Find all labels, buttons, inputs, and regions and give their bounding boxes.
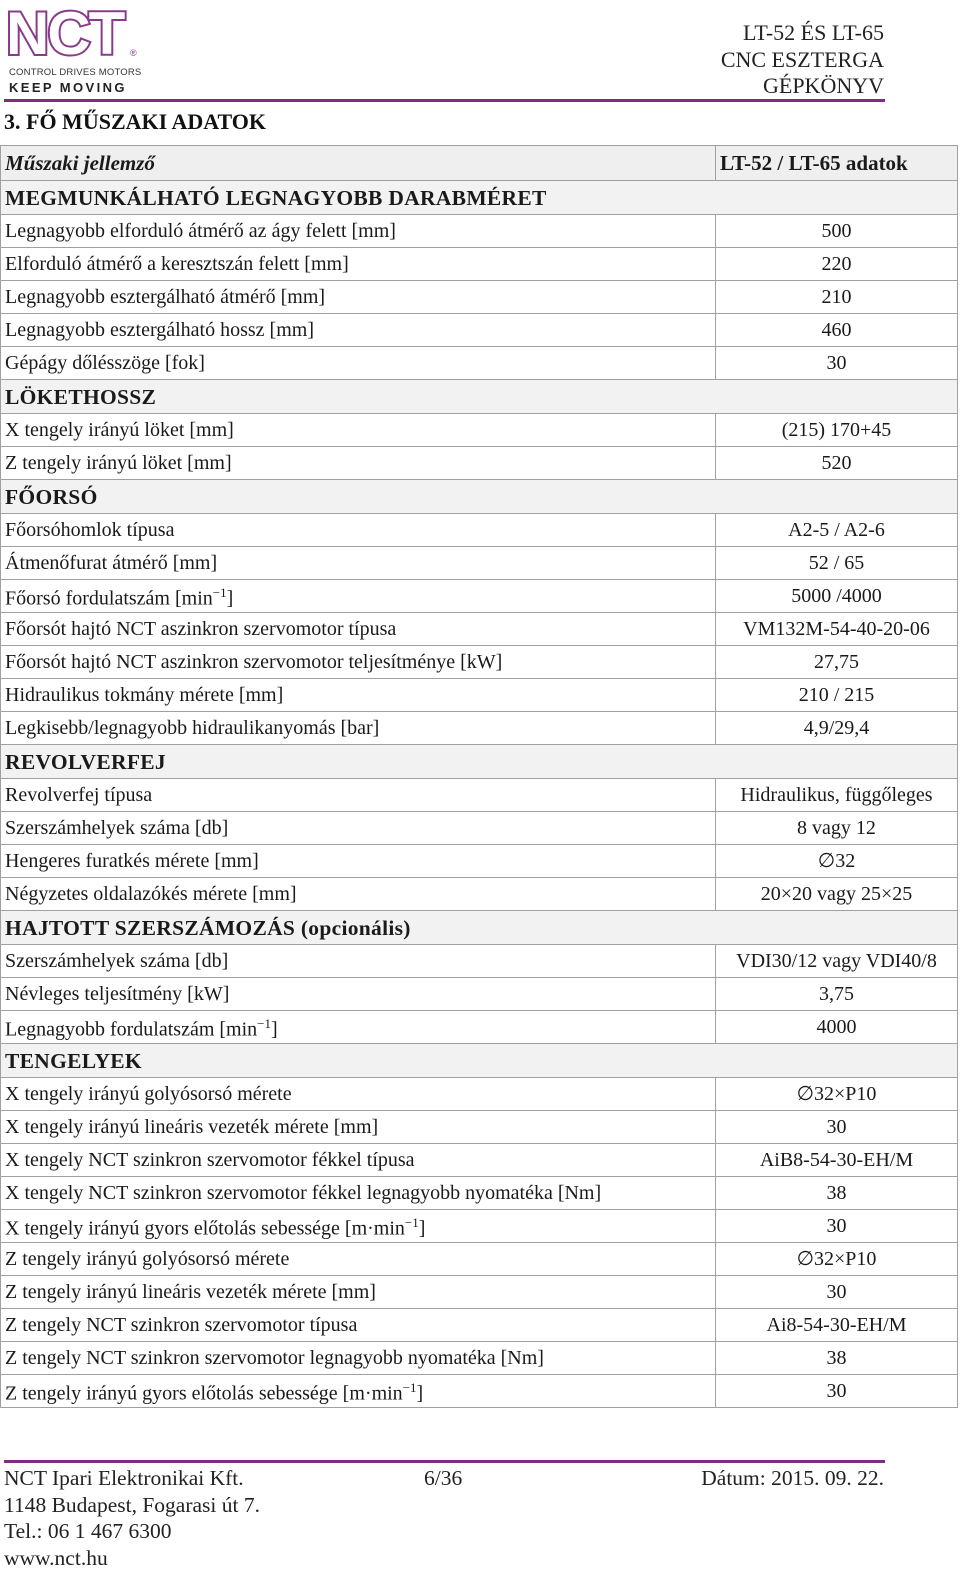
table-row: [1, 646, 958, 679]
table-row: [1, 281, 958, 314]
table-row: [1, 1177, 958, 1210]
spec-label-cell: [1, 646, 716, 679]
spec-label-cell: [1, 945, 716, 978]
spec-label-cell: [1, 1210, 716, 1243]
spec-value: 210: [716, 281, 958, 314]
column-header-value: LT-52 / LT-65 adatok: [716, 146, 958, 181]
spec-value: 520: [716, 447, 958, 480]
unit-bracket: ]: [418, 1217, 426, 1240]
spec-label: Z tengely NCT szinkron szervomotor legnagyobb nyomatéka [Nm]: [5, 1347, 544, 1369]
spec-value: (215) 170+45: [716, 414, 958, 447]
header-divider: [4, 99, 885, 102]
table-row: [1, 580, 958, 613]
category-row: [1, 911, 958, 945]
spec-label: Z tengely irányú gyors előtolás sebessége [m·min: [5, 1382, 403, 1405]
spec-value: ∅32×P10: [716, 1243, 958, 1276]
spec-label-cell: [1, 1078, 716, 1111]
spec-value: 3,75: [716, 978, 958, 1011]
spec-label-cell: [1, 1243, 716, 1276]
table-row: [1, 613, 958, 646]
logo-registered-mark: ®: [130, 48, 137, 58]
spec-label-cell: [1, 1309, 716, 1342]
table-row: [1, 1276, 958, 1309]
spec-value: Ai8-54-30-EH/M: [716, 1309, 958, 1342]
category-row: [1, 181, 958, 215]
table-row: [1, 1011, 958, 1044]
spec-label-cell: [1, 878, 716, 911]
table-row: [1, 978, 958, 1011]
spec-label: Z tengely NCT szinkron szervomotor típusa: [5, 1314, 358, 1336]
column-header-label: Műszaki jellemző: [1, 146, 716, 181]
spec-value: 220: [716, 248, 958, 281]
spec-value: 8 vagy 12: [716, 812, 958, 845]
spec-value: 30: [716, 1111, 958, 1144]
spec-label: Névleges teljesítmény [kW]: [5, 983, 230, 1005]
table-header-row: [1, 146, 958, 181]
table-row: [1, 1375, 958, 1408]
spec-value: A2-5 / A2-6: [716, 514, 958, 547]
table-row: [1, 248, 958, 281]
spec-label: X tengely irányú lineáris vezeték mérete [mm]: [5, 1116, 379, 1138]
specification-table-body: [1, 146, 958, 1408]
spec-label: Elforduló átmérő a keresztszán felett [mm]: [5, 253, 349, 275]
table-row: [1, 845, 958, 878]
spec-value: VDI30/12 vagy VDI40/8: [716, 945, 958, 978]
table-row: [1, 1210, 958, 1243]
table-row: [1, 1342, 958, 1375]
spec-label: X tengely NCT szinkron szervomotor fékkel legnagyobb nyomatéka [Nm]: [5, 1182, 602, 1204]
table-row: [1, 878, 958, 911]
spec-label-cell: [1, 1111, 716, 1144]
unit-bracket: ]: [226, 587, 234, 610]
footer-divider: [4, 1460, 885, 1463]
spec-value: 30: [716, 1276, 958, 1309]
document-title-line: GÉPKÖNYV: [763, 73, 884, 98]
spec-label: Legnagyobb fordulatszám [min: [5, 1018, 258, 1041]
spec-label-cell: [1, 845, 716, 878]
spec-label: X tengely irányú gyors előtolás sebessége [m·min: [5, 1217, 405, 1240]
spec-label: Szerszámhelyek száma [db]: [5, 950, 229, 972]
footer-contact: [4, 1465, 260, 1571]
spec-label-cell: [1, 447, 716, 480]
spec-label: Legnagyobb elforduló átmérő az ágy felett [mm]: [5, 220, 396, 242]
spec-label-cell: [1, 1375, 716, 1408]
table-row: [1, 514, 958, 547]
spec-value: 500: [716, 215, 958, 248]
category-row: [1, 1044, 958, 1078]
spec-label: Legkisebb/legnagyobb hidraulikanyomás [bar]: [5, 717, 380, 739]
spec-label: Z tengely irányú löket [mm]: [5, 452, 232, 474]
category-row: [1, 380, 958, 414]
spec-label: Hengeres furatkés mérete [mm]: [5, 850, 259, 872]
table-row: [1, 812, 958, 845]
table-row: [1, 1243, 958, 1276]
spec-value: 30: [716, 347, 958, 380]
spec-label-cell: [1, 314, 716, 347]
spec-value: 210 / 215: [716, 679, 958, 712]
table-row: [1, 712, 958, 745]
category-label: REVOLVERFEJ: [1, 745, 958, 779]
footer-company: NCT Ipari Elektronikai Kft.: [4, 1466, 244, 1490]
spec-value: 5000 /4000: [716, 580, 958, 613]
unit-exponent: −1: [404, 1215, 419, 1231]
table-row: [1, 1078, 958, 1111]
spec-label-cell: [1, 414, 716, 447]
spec-label: Hidraulikus tokmány mérete [mm]: [5, 684, 284, 706]
spec-label: Z tengely irányú golyósorsó mérete: [5, 1248, 290, 1270]
spec-label-cell: [1, 1011, 716, 1044]
unit-bracket: ]: [416, 1382, 424, 1405]
spec-label: Főorsóhomlok típusa: [5, 519, 175, 541]
footer-address: 1148 Budapest, Fogarasi út 7.: [4, 1492, 260, 1517]
spec-label-cell: [1, 613, 716, 646]
spec-value: AiB8-54-30-EH/M: [716, 1144, 958, 1177]
spec-value: 38: [716, 1342, 958, 1375]
spec-label-cell: [1, 712, 716, 745]
spec-value: 460: [716, 314, 958, 347]
spec-value: ∅32: [716, 845, 958, 878]
footer-website-link[interactable]: www.nct.hu: [4, 1545, 108, 1570]
spec-label-cell: [1, 347, 716, 380]
spec-label: Revolverfej típusa: [5, 784, 153, 806]
spec-label-cell: [1, 1144, 716, 1177]
logo-slogan: KEEP MOVING: [9, 80, 127, 95]
section-heading: 3. FŐ MŰSZAKI ADATOK: [4, 109, 266, 134]
unit-exponent: −1: [212, 585, 227, 601]
table-row: [1, 414, 958, 447]
nct-logo: [6, 0, 146, 96]
spec-value: 4,9/29,4: [716, 712, 958, 745]
category-label: LÖKETHOSSZ: [1, 380, 958, 414]
spec-label: Z tengely irányú lineáris vezeték mérete [mm]: [5, 1281, 376, 1303]
spec-label: X tengely irányú golyósorsó mérete: [5, 1083, 292, 1105]
table-row: [1, 679, 958, 712]
spec-label-cell: [1, 215, 716, 248]
table-row: [1, 1111, 958, 1144]
spec-label-cell: [1, 679, 716, 712]
logo-tagline: CONTROL DRIVES MOTORS: [9, 67, 142, 78]
spec-label-cell: [1, 1177, 716, 1210]
footer-date: Dátum: 2015. 09. 22.: [701, 1466, 884, 1490]
table-row: [1, 215, 958, 248]
table-row: [1, 547, 958, 580]
unit-exponent: −1: [257, 1016, 271, 1032]
spec-value: Hidraulikus, függőleges: [716, 779, 958, 812]
spec-label: X tengely irányú löket [mm]: [5, 419, 234, 441]
category-label: HAJTOTT SZERSZÁMOZÁS (opcionális): [1, 911, 958, 945]
spec-label: Főorsó fordulatszám [min: [5, 587, 213, 610]
document-title-line: CNC ESZTERGA: [720, 46, 884, 72]
spec-label: Főorsót hajtó NCT aszinkron szervomotor típusa: [5, 618, 397, 640]
spec-value: ∅32×P10: [716, 1078, 958, 1111]
spec-label-cell: [1, 248, 716, 281]
table-row: [1, 1144, 958, 1177]
spec-label: Négyzetes oldalazókés mérete [mm]: [5, 883, 297, 905]
document-title-line: LT-52 ÉS LT-65: [742, 20, 884, 45]
category-row: [1, 745, 958, 779]
table-row: [1, 447, 958, 480]
table-row: [1, 1309, 958, 1342]
specification-table: [0, 145, 958, 1408]
spec-label-cell: [1, 580, 716, 613]
spec-label-cell: [1, 1276, 716, 1309]
spec-label-cell: [1, 514, 716, 547]
spec-label-cell: [1, 1342, 716, 1375]
page-number: 6/36: [424, 1466, 463, 1490]
spec-value: 20×20 vagy 25×25: [716, 878, 958, 911]
spec-value: 30: [716, 1210, 958, 1243]
spec-label: X tengely NCT szinkron szervomotor fékkel típusa: [5, 1149, 415, 1171]
spec-value: VM132M-54-40-20-06: [716, 613, 958, 646]
spec-label-cell: [1, 812, 716, 845]
document-title: [721, 20, 884, 100]
table-row: [1, 314, 958, 347]
spec-label: Átmenőfurat átmérő [mm]: [5, 552, 218, 574]
spec-label: Gépágy dőlésszöge [fok]: [5, 352, 205, 374]
spec-label-cell: [1, 779, 716, 812]
spec-value: 52 / 65: [716, 547, 958, 580]
spec-label: Legnagyobb esztergálható átmérő [mm]: [5, 286, 326, 308]
category-label: FŐORSÓ: [1, 480, 958, 514]
spec-label-cell: [1, 281, 716, 314]
footer-phone: Tel.: 06 1 467 6300: [4, 1519, 172, 1543]
table-row: [1, 347, 958, 380]
spec-value: 30: [716, 1375, 958, 1408]
spec-label-cell: [1, 978, 716, 1011]
table-row: [1, 945, 958, 978]
spec-label: Szerszámhelyek száma [db]: [5, 817, 229, 839]
table-row: [1, 779, 958, 812]
spec-label: Legnagyobb esztergálható hossz [mm]: [5, 319, 314, 341]
spec-label: Főorsót hajtó NCT aszinkron szervomotor teljesítménye [kW]: [5, 651, 503, 673]
category-label: TENGELYEK: [1, 1044, 958, 1078]
spec-value: 27,75: [716, 646, 958, 679]
spec-label-cell: [1, 547, 716, 580]
logo-letters: NCT: [6, 0, 124, 67]
spec-value: 4000: [716, 1011, 958, 1044]
unit-bracket: ]: [271, 1018, 278, 1041]
spec-value: 38: [716, 1177, 958, 1210]
category-label: MEGMUNKÁLHATÓ LEGNAGYOBB DARABMÉRET: [1, 181, 958, 215]
unit-exponent: −1: [402, 1380, 417, 1396]
category-row: [1, 480, 958, 514]
